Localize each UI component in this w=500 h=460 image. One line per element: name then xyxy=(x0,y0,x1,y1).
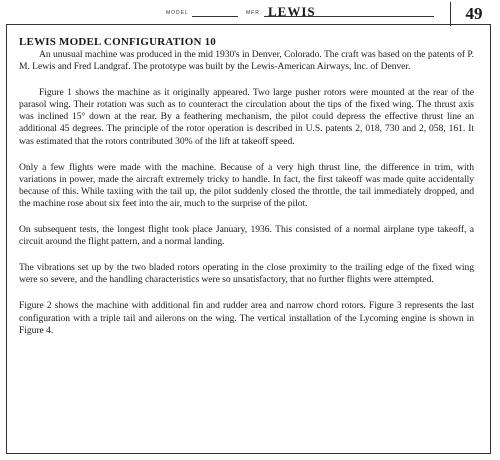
paragraph-4: On subsequent tests, the longest flight took place January, 1936. This consisted of a normal airplane type takeoff, a circuit around the flight pattern, and a normal landing. xyxy=(19,224,474,248)
mfr-label: MFR. xyxy=(246,10,263,16)
page-header xyxy=(6,2,491,22)
paragraph-3: Only a few flights were made with the machine. Because of a very high thrust line, the difference in trim, with variations in power, made the aircraft extremely tricky to handle. In fact, the first takeoff was made quite accidentally because of this. While taxiing with the tail up, the pilot suddenly closed the throttle, the tail immediately dropped, and the machine rose about six feet into the air, much to the surprise of the pilot. xyxy=(19,161,474,209)
paragraph-1: An unusual machine was produced in the mid 1930's in Denver, Colorado. The craft was based on the patents of P. M. Lewis and Fred Landgraf. The prototype was built by the Lewis-American Airways, Inc. of Denver. xyxy=(19,49,474,73)
document-body xyxy=(19,36,474,337)
paragraph-6: Figure 2 shows the machine with additional fin and rudder area and narrow chord rotors. Figure 3 represents the last configuration with a triple tail and ailerons on the wing. The vertical installation of the Lycoming engine is shown in Figure 4. xyxy=(19,300,474,336)
document-title: LEWIS MODEL CONFIGURATION 10 xyxy=(19,36,217,48)
model-value: LEWIS xyxy=(268,4,316,19)
paragraph-2: Figure 1 shows the machine as it originally appeared. Two large pusher rotors were mounted at the rear of the parasol wing. Their rotation was such as to counteract the circulation about the tips of the fixed wing. The thrust axis was inclined 15° down at the rear. By a feathering mechanism, the pilot could depress the effective thrust line an additional 45 degrees. The principle of the rotor operation is described in U.S. patents 2, 018, 730 and 2, 058, 161. It was estimated that the rotors contributed 30% of the lift at takeoff speed. xyxy=(19,87,474,147)
model-label: MODEL xyxy=(166,10,189,16)
paragraph-5: The vibrations set up by the two bladed rotors operating in the close proximity to the trailing edge of the fixed wing were so severe, and the handling characteristics were so unsatisfactory, that no further flights were attempted. xyxy=(19,262,474,286)
model-underline xyxy=(192,16,238,17)
mfr-underline xyxy=(264,16,434,17)
page-number: 49 xyxy=(450,2,497,26)
